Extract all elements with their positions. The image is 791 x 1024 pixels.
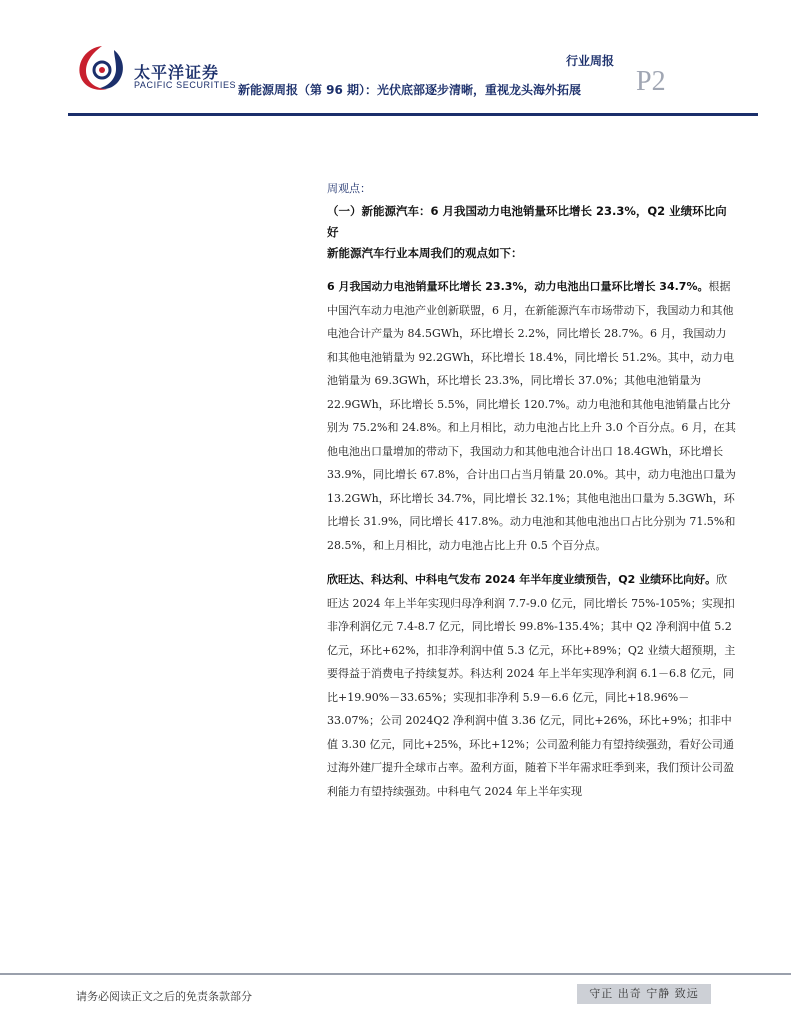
paragraph-text: 欣旺达 2024 年上半年实现归母净利润 7.7-9.0 亿元，同比增长 75%-105%；实现扣非净利润亿元 7.4-8.7 亿元，同比增长 99.8%-135.4%；其中 Q2 净利润中值 5.2 亿元，环比+62%，扣非净利润中值 5.3 亿元，环比+89%；Q2 业绩大超预期，主要得益于消费电子持续复苏。科达利 2024 年上半年实现净利润 6.1－6.8 亿元，同比+19.90%－33.65%；实现扣非净利 5.9－6.6 亿元，同比+18.96%－33.07%；公司 2024Q2 净利润中值 3.36 亿元，同比+26%，环比+9%；扣非中值 3.30 亿元，同比+25%，环比+12%；公司盈利能力有望持续强劲，看好公司通过海外建厂提升全球市占率。盈利方面，随着下半年需求旺季到来，我们预计公司盈利能力有望持续强劲。中科电气 2024 年上半年实现 [327, 573, 736, 798]
page-number: P2 [636, 66, 666, 97]
paragraph-lead: 欣旺达、科达利、中科电气发布 2024 年半年度业绩预告，Q2 业绩环比向好。 [327, 573, 717, 586]
paragraph-lead: 6 月我国动力电池销量环比增长 23.3%，动力电池出口量环比增长 34.7%。 [327, 280, 709, 293]
paragraph [327, 568, 737, 803]
pacific-securities-logo-icon [74, 42, 130, 94]
report-type-label: 行业周报 [566, 54, 615, 68]
footer-divider [0, 973, 791, 975]
report-body [327, 180, 737, 811]
header-divider [68, 113, 758, 116]
paragraph-text: 根据中国汽车动力电池产业创新联盟，6 月，在新能源汽车市场带动下，我国动力和其他电池合计产量为 84.5GWh，环比增长 2.2%，同比增长 28.7%。6 月，我国动力和其他电池销量为 92.2GWh，环比增长 18.4%，同比增长 51.2%。其中，动力电池销量为 69.3GWh，环比增长 23.3%，同比增长 37.0%；其他电池销量为 22.9GWh，环比增长 5.5%，同比增长 120.7%。动力电池和其他电池销量占比分别为 75.2%和 24.8%。和上月相比，动力电池占比上升 3.0 个百分点。6 月，在其他电池出口量增加的带动下，我国动力和其他电池合计出口 18.4GWh，环比增长 33.9%，同比增长 67.8%，合计出口占当月销量 20.0%。其中，动力电池出口量为 13.2GWh，环比增长 34.7%，同比增长 32.1%；其他电池出口量为 5.3GWh，环比增长 31.9%，同比增长 417.8%。动力电池和其他电池出口占比分别为 71.5%和 28.5%，和上月相比，动力电池占比上升 0.5 个百分点。 [327, 280, 736, 552]
section-heading: （一）新能源汽车：6 月我国动力电池销量环比增长 23.3%，Q2 业绩环比向好 [327, 204, 727, 239]
brand-name-en: PACIFIC SECURITIES [134, 80, 237, 90]
disclaimer-note: 请务必阅读正文之后的免责条款部分 [76, 990, 252, 1003]
section-label: 周观点： [327, 182, 371, 195]
section-intro: 新能源汽车行业本周我们的观点如下： [327, 246, 523, 260]
report-title: 新能源周报（第 96 期）：光伏底部逐步清晰，重视龙头海外拓展 [238, 83, 582, 97]
brand-name-cn: 太平洋证券 [134, 63, 220, 82]
company-motto: 守正 出奇 宁静 致远 [577, 984, 711, 1004]
paragraph [327, 275, 737, 557]
